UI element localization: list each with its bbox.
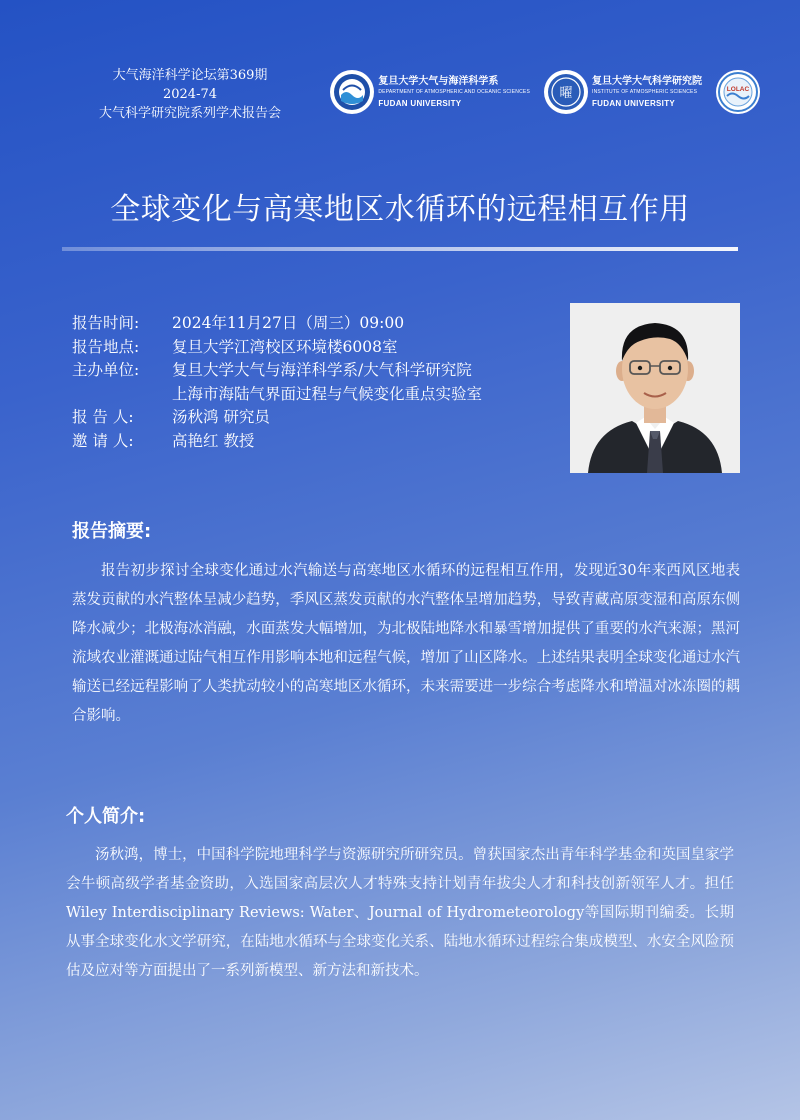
page-title: 全球变化与高寒地区水循环的远程相互作用 xyxy=(110,192,690,227)
talk-info xyxy=(72,312,552,453)
info-row-inviter xyxy=(72,430,552,454)
speaker-label: 报 告 人: xyxy=(72,408,134,426)
inst-emblem-char: 曜 xyxy=(559,86,573,101)
host-values xyxy=(172,359,482,406)
abstract-text: 报告初步探讨全球变化通过水汽输送与高寒地区水循环的远程相互作用，发现近30年来西风区地表蒸发贡献的水汽整体呈减少趋势，季风区蒸发贡献的水汽整体呈增加趋势，导致青藏高原变湿和高原东侧降水减少；北极海冰消融，水面蒸发大幅增加，为北极陆地降水和暴雪增加提供了重要的水汽来源；黑河流域农业灌溉通过陆气相互作用影响本地和远程气候，增加了山区降水。上述结果表明全球变化通过水汽输送已经远程影响了人类扰动较小的高寒地区水循环，未来需要进一步综合考虑降水和增温对冰冻圈的耦合影响。 xyxy=(72,563,740,724)
forum-series-info xyxy=(80,66,300,123)
inviter-label: 邀 请 人: xyxy=(72,431,134,450)
bio-text: 汤秋鸿，博士，中国科学院地理科学与资源研究所研究员。曾获国家杰出青年科学基金和英国皇家学会牛顿高级学者基金资助，入选国家高层次人才特殊支持计划青年拔尖人才和科技创新领军人才。担任Wiley Interdisciplinary Reviews: Water、Journal of Hydrometeorology等国际期刊编委。长期从事全球变化水文学研究，在陆地水循环与全球变化关系、陆地水循环过程综合集成模型、水安全风险预估及应对等方面提出了一系列新模型、新方法和新技术。 xyxy=(66,847,734,979)
time-label: 报告时间: xyxy=(72,314,140,332)
lab-emblem-icon xyxy=(716,70,760,114)
abstract-heading: 报告摘要: xyxy=(72,521,152,542)
inst-emblem-icon xyxy=(544,70,588,114)
speaker-value: 汤秋鸿 研究员 xyxy=(172,408,270,426)
dept-name-en: DEPARTMENT OF ATMOSPHERIC AND OCEANIC SCIENCES xyxy=(378,88,530,95)
inst-name-en: INSTITUTE OF ATMOSPHERIC SCIENCES xyxy=(592,88,698,95)
series-line-2: 2024-74 xyxy=(162,87,218,102)
lab-emblem-text: LOLAC xyxy=(726,86,750,93)
host-label: 主办单位: xyxy=(72,361,140,379)
series-line-1: 大气海洋科学论坛第369期 xyxy=(112,68,268,83)
place-label: 报告地点: xyxy=(72,337,140,356)
host-value-2: 上海市海陆气界面过程与气候变化重点实验室 xyxy=(172,384,483,403)
dept-logo-text xyxy=(378,76,530,109)
dept-name-cn: 复旦大学大气与海洋科学系 xyxy=(378,75,499,87)
inst-name-cn: 复旦大学大气科学研究院 xyxy=(592,75,702,87)
inst-logo-text xyxy=(592,76,702,109)
dept-logo xyxy=(330,70,530,114)
dept-emblem-icon xyxy=(330,70,374,114)
logo-bar xyxy=(330,70,760,114)
info-row-time xyxy=(72,312,552,336)
speaker-photo xyxy=(570,303,740,473)
bio-heading: 个人简介: xyxy=(66,806,146,827)
inst-university: FUDAN UNIVERSITY xyxy=(592,98,676,108)
inviter-value: 高艳红 教授 xyxy=(172,431,255,450)
dept-university: FUDAN UNIVERSITY xyxy=(378,98,462,108)
time-value: 2024年11月27日（周三）09:00 xyxy=(172,314,405,332)
place-value: 复旦大学江湾校区环境楼6008室 xyxy=(172,337,398,356)
title-divider xyxy=(62,247,738,251)
info-row-host xyxy=(72,359,552,406)
host-value-1: 复旦大学大气与海洋科学系/大气科学研究院 xyxy=(172,361,472,379)
series-line-3: 大气科学研究院系列学术报告会 xyxy=(98,106,281,121)
inst-logo xyxy=(544,70,702,114)
info-row-speaker xyxy=(72,406,552,430)
info-row-place xyxy=(72,336,552,360)
